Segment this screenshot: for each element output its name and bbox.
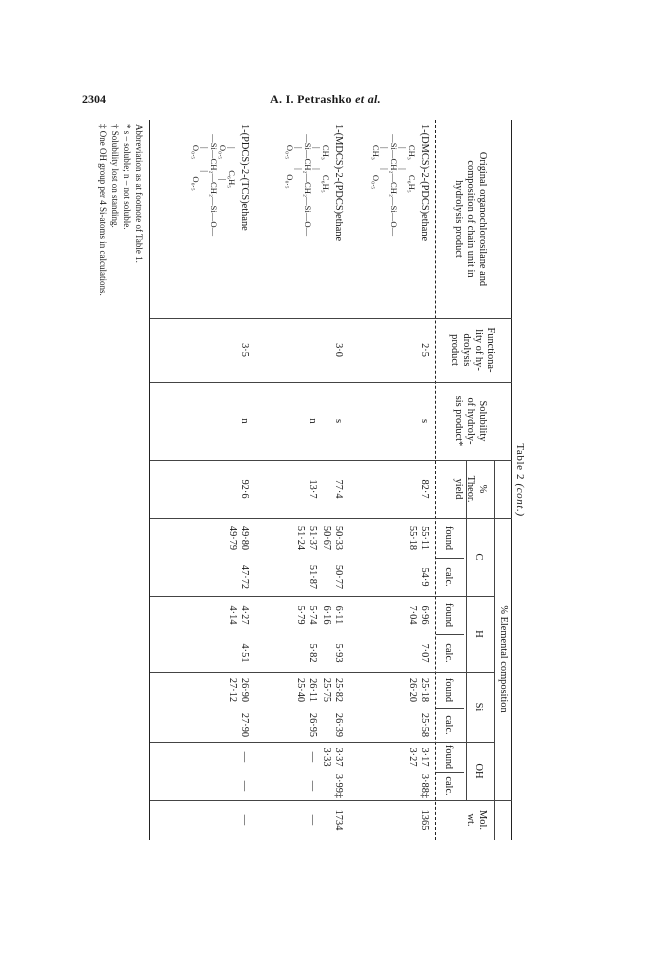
molwt-value: —	[239, 814, 250, 826]
caption-suffix: (cont.)	[514, 483, 526, 517]
chain-unit-formula: CH₃ C₆H₅ | | —Si—CH₂—CH₂—Si—O— | | CH₃ O₀.₅	[371, 134, 417, 237]
col-divider	[150, 800, 512, 801]
header-functionality-line: product	[449, 334, 460, 366]
header-solubility-line: Solubility	[477, 400, 488, 442]
c-calc-value: 47·72	[239, 564, 250, 590]
footnote: * s – soluble; n – not soluble.	[122, 124, 132, 230]
table-caption	[514, 120, 526, 840]
header-calc: calc.	[443, 776, 454, 796]
header-molwt	[464, 800, 488, 840]
header-found: found	[443, 677, 454, 703]
header-c: C	[473, 553, 484, 561]
table-top-rule	[511, 120, 512, 840]
running-author	[270, 92, 381, 107]
header-si: Si	[473, 702, 484, 712]
footnote: Abbreviation as at footnote of Table 1.	[134, 124, 144, 263]
oh-found-value: 3·37 3·33	[321, 747, 344, 767]
si-found-value: 26·90 27·12	[227, 677, 250, 703]
molwt-value: —	[307, 814, 318, 826]
header-molwt-line: wt.	[465, 813, 476, 827]
h-calc-value: 5·93	[333, 643, 344, 663]
oh-calc-value: 3·88‡	[419, 773, 430, 799]
h-found-value: 4·27 4·14	[227, 605, 250, 625]
si-found-value: 26·11 25·40	[295, 677, 318, 703]
functionality-value: 3·0	[333, 343, 344, 357]
header-found: found	[443, 602, 454, 628]
header-yield-line: yield	[453, 478, 464, 500]
header-oh: OH	[473, 763, 484, 779]
yield-value: 13·7	[307, 479, 318, 499]
header-solubility	[452, 382, 488, 460]
c-found-value: 50·33 50·67	[321, 525, 344, 551]
rotated-table-region	[82, 120, 526, 840]
oh-calc-value: —	[307, 780, 318, 792]
compound-name: 1-(PDCS)-2-(TCS)ethane	[239, 124, 250, 231]
chain-unit-formula: CH₃ C₆H₅ | | —Si—CH₂—CH₂—Si—O— | | O₀.₅ O₀.₅	[285, 134, 331, 237]
table-bottom-rule	[149, 120, 150, 840]
header-elemental	[497, 518, 509, 800]
yield-value: 77·4	[333, 479, 344, 499]
running-header	[82, 92, 562, 112]
solubility-value: s	[419, 418, 430, 424]
yield-value: 92·6	[239, 479, 250, 499]
si-calc-value: 25·58	[419, 712, 430, 738]
header-compound-line: Original organochlorosilane and	[477, 151, 488, 287]
header-solubility-line: sis product*	[453, 395, 464, 447]
oh-found-value: —	[307, 751, 318, 763]
header-molwt-line: Mol.	[477, 810, 488, 830]
molwt-value: 1365	[419, 809, 430, 831]
page-number: 2304	[82, 92, 106, 106]
header-elemental-pct: %	[498, 605, 509, 614]
header-calc: calc.	[443, 567, 454, 587]
oh-found-value: —	[239, 751, 250, 763]
header-h: H	[473, 630, 484, 638]
solubility-value: n	[239, 418, 250, 424]
h-found-value: 6·96 7·04	[407, 605, 430, 625]
header-functionality-line: drolysis	[461, 333, 472, 367]
compound-name: 1-(MDCS)-2-(PDCS)ethane	[333, 124, 344, 242]
solubility-value: s	[333, 418, 344, 424]
footnote: † Solubility lost on standing.	[110, 124, 120, 228]
functionality-value: 2·5	[419, 343, 430, 357]
header-functionality-line: Functiona-	[485, 327, 496, 373]
functionality-value: 3·5	[239, 343, 250, 357]
header-functionality-line: lity of hy-	[473, 329, 484, 371]
molwt-value: 1734	[333, 809, 344, 831]
solubility-value: n	[307, 418, 318, 424]
header-compound	[452, 120, 488, 318]
elemental-subrule	[494, 460, 495, 840]
header-yield-line: %	[477, 484, 488, 494]
si-calc-value: 26·95	[307, 712, 318, 738]
c-calc-value: 54·9	[419, 567, 430, 587]
compound-name: 1-(DMCS)-2-(PDCS)ethane	[419, 124, 430, 242]
c-calc-value: 51·87	[307, 564, 318, 590]
header-compound-line: composition of chain unit in	[465, 160, 476, 278]
header-yield-line: Theor.	[465, 475, 476, 503]
si-found-value: 25·18 26·20	[407, 677, 430, 703]
si-calc-value: 27·90	[239, 712, 250, 738]
caption-label: Table 2	[514, 443, 526, 481]
author-name: A. I. Petrashko	[270, 92, 352, 106]
c-calc-value: 50·77	[333, 564, 344, 590]
h-calc-value: 7·07	[419, 643, 430, 663]
h-found-value: 5·74 5·79	[295, 605, 318, 625]
si-found-value: 25·82 25·75	[321, 677, 344, 703]
oh-calc-value: 3·99‡	[333, 773, 344, 799]
header-elemental-label: Elemental composition	[498, 616, 509, 713]
oh-calc-value: —	[239, 780, 250, 792]
chain-unit-formula: | C₆H₅ O₀.₅ | —Si—CH₂—CH₂—Si—O— | | O₀.₅ O₀.₅	[191, 134, 237, 237]
h-calc-value: 4·51	[239, 643, 250, 663]
header-compound-line: hydrolysis product	[453, 180, 464, 258]
si-calc-value: 26·39	[333, 712, 344, 738]
c-found-value: 55·11 55·18	[407, 525, 430, 551]
header-calc: calc.	[443, 715, 454, 735]
header-yield	[452, 460, 488, 518]
oh-found-value: 3·17 3·27	[407, 747, 430, 767]
c-found-value: 51·37 51·24	[295, 525, 318, 551]
h-found-value: 6·11 6·16	[321, 605, 344, 625]
header-solubility-line: of hydroly-	[465, 397, 476, 445]
table-header-rule	[435, 120, 436, 840]
h-calc-value: 5·82	[307, 643, 318, 663]
yield-value: 82·7	[419, 479, 430, 499]
header-found: found	[443, 744, 454, 770]
footnote: ‡ One OH group per 4 Si-atoms in calculations.	[98, 124, 108, 296]
header-calc: calc.	[443, 643, 454, 663]
header-functionality	[448, 318, 496, 382]
header-found: found	[443, 525, 454, 551]
c-found-value: 49·80 49·79	[227, 525, 250, 551]
author-suffix: et al.	[355, 92, 381, 106]
